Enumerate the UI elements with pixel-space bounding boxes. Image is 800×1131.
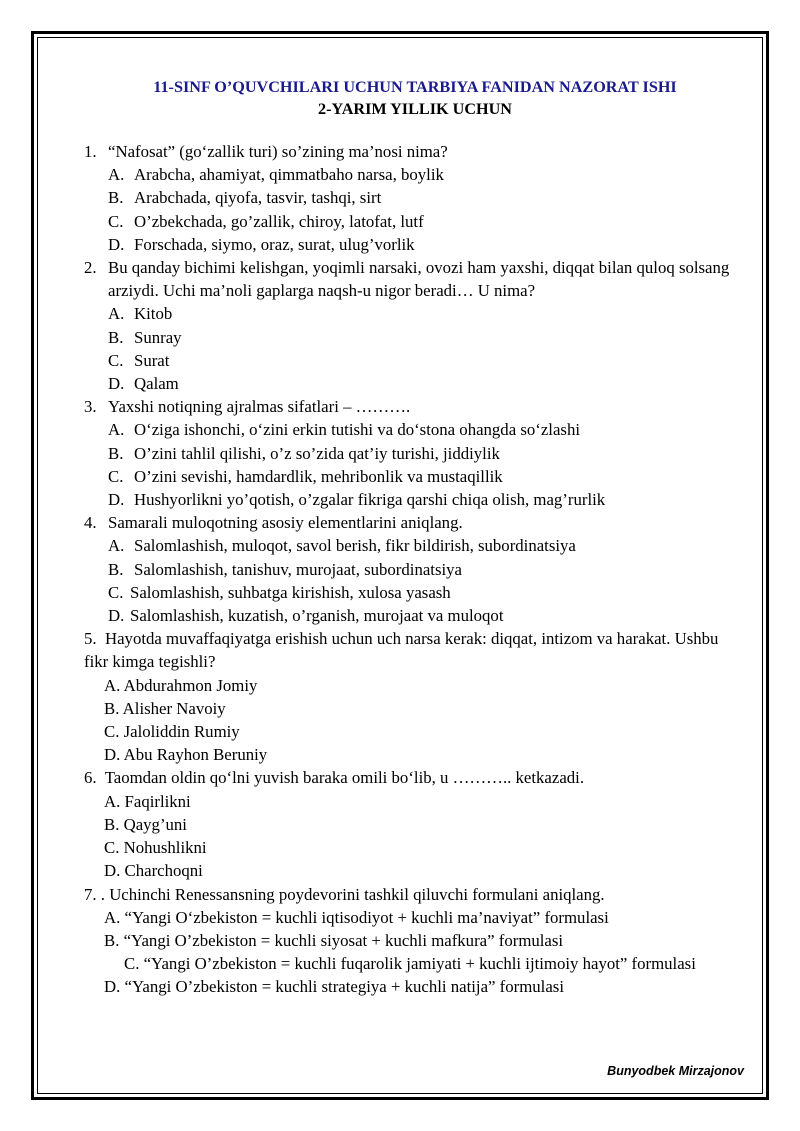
option-c: C. O’zbekchada, go’zallik, chiroy, latofat, lutf	[108, 211, 424, 231]
option-a: A. “Yangi O‘zbekiston = kuchli iqtisodiyot + kuchli ma’naviyat” formulasi	[104, 907, 609, 927]
question-4	[84, 511, 746, 627]
option-a: A. Arabcha, ahamiyat, qimmatbaho narsa, boylik	[108, 165, 444, 185]
question-2	[84, 256, 746, 395]
option-b: B. Qayg’uni	[104, 814, 187, 834]
option-c: C. Salomlashish, suhbatga kirishish, xulosa yasash	[108, 582, 451, 602]
question-3	[84, 395, 746, 511]
option-b: B. Alisher Navoiy	[104, 698, 226, 718]
option-a: A. Abdurahmon Jomiy	[104, 675, 258, 695]
question-text: 6. Taomdan oldin qo‘lni yuvish baraka omili bo‘lib, u ……….. ketkazadi.	[84, 768, 585, 788]
author-signature: Bunyodbek Mirzajonov	[607, 1064, 744, 1078]
option-b: B. “Yangi O’zbekiston = kuchli siyosat + kuchli mafkura” formulasi	[104, 930, 564, 950]
option-d: D. Charchoqni	[104, 861, 203, 881]
option-d: D. Qalam	[108, 374, 179, 394]
question-6	[84, 766, 746, 882]
option-a: A. O‘ziga ishonchi, o‘zini erkin tutishi va do‘stona ohangda so‘zlashi	[108, 420, 580, 440]
option-d: D. Abu Rayhon Beruniy	[104, 745, 268, 765]
option-c: C. “Yangi O’zbekiston = kuchli fuqarolik jamiyati + kuchli ijtimoiy hayot” formulasi	[124, 954, 696, 974]
option-c: C. Surat	[108, 350, 170, 370]
option-d: D. “Yangi O’zbekiston = kuchli strategiya + kuchli natija” formulasi	[104, 977, 564, 997]
option-d: D. Hushyorlikni yo’qotish, o’zgalar fikriga qarshi chiqa olish, mag’rurlik	[108, 490, 606, 510]
option-a: A. Salomlashish, muloqot, savol berish, fikr bildirish, subordinatsiya	[108, 536, 576, 556]
option-c: C. Nohushlikni	[104, 838, 207, 858]
option-b: B. O’zini tahlil qilishi, o’z so’zida qat’iy turishi, jiddiylik	[108, 443, 500, 463]
document-subtitle: 2-YARIM YILLIK UCHUN	[318, 100, 512, 118]
option-a: A. Kitob	[108, 304, 173, 324]
option-b: B. Salomlashish, tanishuv, murojaat, subordinatsiya	[108, 559, 462, 579]
option-c: C. O’zini sevishi, hamdardlik, mehribonlik va mustaqillik	[108, 466, 503, 486]
question-text: 1. “Nafosat” (go‘zallik turi) so’zining ma’nosi nima?	[84, 142, 448, 161]
question-text: 7. . Uchinchi Renessansning poydevorini tashkil qiluvchi formulani aniqlang.	[84, 884, 605, 904]
option-c: C. Jaloliddin Rumiy	[104, 722, 240, 742]
question-text: 5. Hayotda muvaffaqiyatga erishish uchun uch narsa kerak: diqqat, intizom va harakat. Ushbu fikr kimga tegishli?	[84, 629, 719, 672]
question-1	[84, 140, 746, 256]
question-text: 3. Yaxshi notiqning ajralmas sifatlari – ……….	[84, 397, 411, 417]
option-d: D. Salomlashish, kuzatish, o’rganish, murojaat va muloqot	[108, 606, 504, 626]
option-b: B. Sunray	[108, 327, 182, 347]
question-text: 4. Samarali muloqotning asosiy elementlarini aniqlang.	[84, 513, 463, 533]
test-document	[84, 76, 746, 999]
question-7	[84, 883, 746, 999]
question-5	[84, 627, 746, 766]
option-a: A. Faqirlikni	[104, 791, 191, 811]
document-title: 11-SINF O’QUVCHILARI UCHUN TARBIYA FANIDAN NAZORAT ISHI	[153, 78, 677, 96]
question-text: 2. Bu qanday bichimi kelishgan, yoqimli narsaki, ovozi ham yaxshi, diqqat bilan quloq solsang arziydi. Uchi ma’noli gaplarga naqsh-u nigor beradi… U nima?	[84, 258, 730, 301]
option-d: D. Forschada, siymo, oraz, surat, ulug’vorlik	[108, 234, 415, 254]
option-b: B. Arabchada, qiyofa, tasvir, tashqi, sirt	[108, 188, 382, 208]
